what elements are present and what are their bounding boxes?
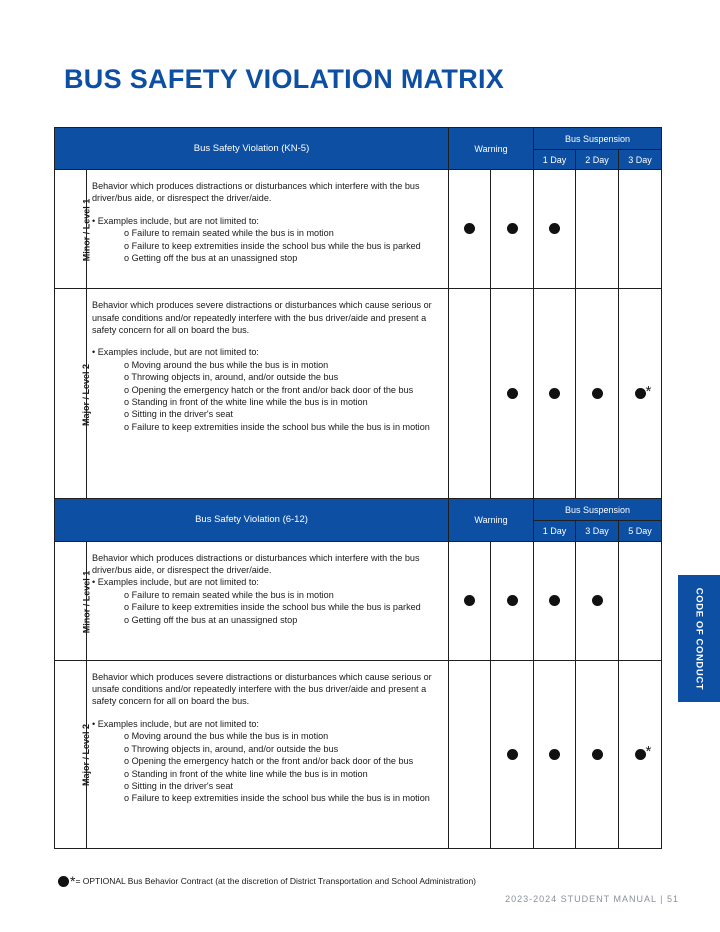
- day-column-header: 3 Day: [576, 521, 619, 541]
- violation-description: [87, 289, 449, 499]
- day-column-header: 1 Day: [534, 150, 576, 170]
- consequence-dot: [549, 749, 560, 760]
- examples-list: [92, 730, 443, 804]
- table-row: [55, 541, 662, 660]
- consequence-dot: [549, 388, 560, 399]
- list-item: o Moving around the bus while the bus is in motion: [92, 359, 443, 371]
- day-column-header: 1 Day: [534, 521, 576, 541]
- consequence-dot: [592, 595, 603, 606]
- page-footer: 2023-2024 STUDENT MANUAL | 51: [505, 894, 679, 904]
- consequence-dot: [549, 223, 560, 234]
- examples-list: [92, 359, 443, 433]
- list-item: o Getting off the bus at an unassigned stop: [92, 614, 443, 626]
- list-item: o Failure to keep extremities inside the school bus while the bus is in motion: [92, 421, 443, 433]
- examples-list: [92, 227, 443, 264]
- consequence-dot: [592, 749, 603, 760]
- optional-contract-asterisk: *: [645, 743, 652, 761]
- description-intro: Behavior which produces severe distractions or disturbances which cause serious or unsafe conditions and/or repeatedly interfere with the bus driver/aide and present a safety concern for all on board the bus.: [92, 300, 432, 335]
- violation-matrix-table: [54, 127, 662, 849]
- violation-description: [87, 541, 449, 660]
- examples-lead: • Examples include, but are not limited to:: [92, 215, 259, 226]
- consequence-dot: [507, 388, 518, 399]
- footnote-text: = OPTIONAL Bus Behavior Contract (at the discretion of District Transportation and School Administration): [75, 876, 476, 886]
- examples-lead: • Examples include, but are not limited to:: [92, 718, 259, 729]
- suspension-column-header: Bus Suspension: [534, 128, 662, 150]
- warning-column-header: Warning: [449, 499, 534, 541]
- warning-column-header: Warning: [449, 128, 534, 170]
- examples-lead: • Examples include, but are not limited to:: [92, 577, 259, 588]
- consequence-dot: [635, 388, 646, 399]
- violation-column-header: Bus Safety Violation (6-12): [55, 499, 449, 541]
- description-intro: Behavior which produces severe distractions or disturbances which cause serious or unsafe conditions and/or repeatedly interfere with the bus driver/aide and present a safety concern for all on board the bus.: [92, 671, 432, 707]
- list-item: o Failure to remain seated while the bus is in motion: [92, 589, 443, 601]
- consequence-dot: [507, 595, 518, 606]
- examples-list: [92, 589, 443, 626]
- level-label: Minor / Level 1: [81, 198, 92, 262]
- list-item: o Standing in front of the white line while the bus is in motion: [92, 396, 443, 408]
- description-intro: Behavior which produces distractions or disturbances which interfere with the bus driver/bus aide, or disrespect the driver/aide.: [92, 181, 420, 204]
- consequence-dot: [464, 223, 475, 234]
- list-item: o Throwing objects in, around, and/or outside the bus: [92, 743, 443, 755]
- legend-asterisk: *: [70, 873, 76, 889]
- consequence-dot: [464, 595, 475, 606]
- optional-contract-asterisk: *: [645, 382, 652, 400]
- section-header-6-12: [55, 499, 662, 521]
- code-of-conduct-tab: [678, 575, 720, 702]
- consequence-dot: [635, 749, 646, 760]
- violation-column-header: Bus Safety Violation (KN-5): [55, 128, 449, 170]
- level-label: Minor / Level 1: [81, 570, 92, 633]
- list-item: o Failure to keep extremities inside the school bus while the bus is parked: [92, 240, 443, 252]
- description-intro: Behavior which produces distractions or disturbances which interfere with the bus driver/bus aide, or disrespect the driver/aide.: [92, 552, 420, 575]
- list-item: o Moving around the bus while the bus is in motion: [92, 730, 443, 742]
- day-column-header: 5 Day: [619, 521, 662, 541]
- list-item: o Throwing objects in, around, and/or outside the bus: [92, 371, 443, 383]
- list-item: o Opening the emergency hatch or the front and/or back door of the bus: [92, 755, 443, 767]
- consequence-dot: [549, 595, 560, 606]
- list-item: o Opening the emergency hatch or the front and/or back door of the bus: [92, 384, 443, 396]
- level-label: Major / Level 2: [81, 724, 92, 787]
- violation-description: [87, 660, 449, 848]
- page-title: BUS SAFETY VIOLATION MATRIX: [64, 64, 505, 94]
- day-column-header: 2 Day: [576, 150, 619, 170]
- violation-description: [87, 170, 449, 289]
- list-item: o Failure to keep extremities inside the school bus while the bus is in motion: [92, 792, 443, 804]
- side-tab-label: CODE OF CONDUCT: [693, 587, 705, 690]
- section-header-kn5: [55, 128, 662, 150]
- list-item: o Sitting in the driver's seat: [92, 780, 443, 792]
- list-item: o Failure to keep extremities inside the school bus while the bus is parked: [92, 601, 443, 613]
- table-row: [55, 170, 662, 289]
- list-item: o Getting off the bus at an unassigned stop: [92, 252, 443, 264]
- footnote: [58, 873, 476, 892]
- legend-dot: [58, 876, 69, 887]
- level-label: Major / Level 2: [81, 363, 92, 426]
- list-item: o Standing in front of the white line while the bus is in motion: [92, 768, 443, 780]
- day-column-header: 3 Day: [619, 150, 662, 170]
- suspension-column-header: Bus Suspension: [534, 499, 662, 521]
- consequence-dot: [507, 749, 518, 760]
- consequence-dot: [592, 388, 603, 399]
- list-item: o Sitting in the driver's seat: [92, 408, 443, 420]
- list-item: o Failure to remain seated while the bus is in motion: [92, 227, 443, 239]
- table-row: [55, 289, 662, 499]
- table-row: [55, 660, 662, 848]
- consequence-dot: [507, 223, 518, 234]
- examples-lead: • Examples include, but are not limited to:: [92, 347, 259, 358]
